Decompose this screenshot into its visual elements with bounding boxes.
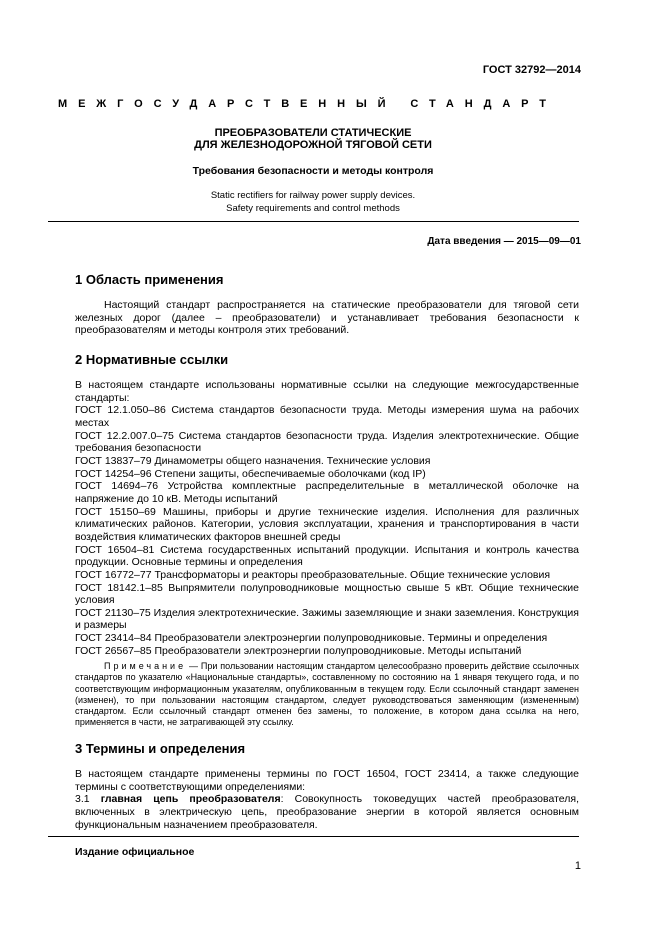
reference-item: ГОСТ 23414–84 Преобразователи электроэнергии полупроводниковые. Термины и определения	[75, 632, 548, 645]
reference-item: ГОСТ 14254–96 Степени защиты, обеспечиваемые оболочками (код IP)	[75, 467, 426, 480]
section-1-heading: 1 Область применения	[75, 272, 224, 287]
document-subtitle: Требования безопасности и методы контроля	[192, 165, 434, 177]
edition-label: Издание официальное	[75, 846, 195, 858]
section-2-heading: 2 Нормативные ссылки	[75, 352, 229, 367]
section-3-heading: 3 Термины и определения	[75, 741, 246, 756]
reference-item: ГОСТ 26567–85 Преобразователи электроэнергии полупроводниковые. Методы испытаний	[75, 644, 522, 657]
english-title-line-2: Safety requirements and control methods	[226, 203, 400, 214]
reference-item: ГОСТ 15150–69 Машины, приборы и другие технические изделия. Исполнения для различных климатических районов. Категории, условия эксплуатации, хранения и транспортирования в части воздействия климатических факторов внешней среды	[75, 505, 579, 543]
reference-item: ГОСТ 16504–81 Система государственных испытаний продукции. Испытания и контроль качества продукции. Основные термины и определения	[75, 543, 579, 569]
title-line-1: ПРЕОБРАЗОВАТЕЛИ СТАТИЧЕСКИЕ	[214, 127, 412, 139]
reference-item: ГОСТ 16772–77 Трансформаторы и реакторы преобразовательные. Общие технические условия	[75, 568, 551, 581]
reference-item: ГОСТ 12.1.050–86 Система стандартов безопасности труда. Методы измерения шума на рабочих местах	[75, 404, 579, 429]
standard-type-banner: МЕЖГОСУДАРСТВЕННЫЙ СТАНДАРТ	[58, 98, 557, 110]
header-divider	[48, 221, 579, 222]
section-3-body	[75, 768, 579, 831]
reference-item: ГОСТ 18142.1–85 Выпрямители полупроводниковые мощностью свыше 5 кВт. Общие технические условия	[75, 581, 579, 607]
document-title	[48, 127, 578, 151]
term-3-1	[75, 793, 579, 831]
section-1-text: Настоящий стандарт распространяется на статические преобразователи для тяговой сети железных дорог (далее – преобразователи) и устанавливает требования безопасности к преобразователям и методы контроля этих требований.	[75, 299, 579, 337]
reference-note	[75, 661, 579, 729]
term-number: 3.1	[75, 793, 90, 806]
section-2-intro: В настоящем стандарте использованы нормативные ссылки на следующие межгосударственные стандарты:	[75, 379, 579, 404]
title-line-2: ДЛЯ ЖЕЛЕЗНОДОРОЖНОЙ ТЯГОВОЙ СЕТИ	[194, 139, 432, 151]
reference-item: ГОСТ 21130–75 Изделия электротехнические. Зажимы заземляющие и знаки заземления. Конструкция и размеры	[75, 606, 579, 632]
english-title-line-1: Static rectifiers for railway power supply devices.	[210, 190, 416, 201]
note-text: — При пользовании настоящим стандартом целесообразно проверить действие ссылочных стандартов по указателю «Национальные стандарты», составленному по состоянию на 1 января текущего года, и по соответствующим информационным указателям, опубликованным в текущем году. Если ссылочный стандарт заменен (изменен), то при пользовании настоящим стандартом, следует руководствоваться заменяющим (измененным) стандартом. Если ссылочный стандарт отменен без замены, то положение, в котором дана ссылка на него, применяется в части, не затрагивающей эту ссылку.	[75, 661, 579, 728]
english-title	[48, 189, 578, 215]
footer-divider	[48, 836, 579, 837]
reference-item: ГОСТ 14694–76 Устройства комплектные распределительные в металлической оболочке на напряжение до 10 кВ. Методы испытаний	[75, 480, 579, 505]
document-number: ГОСТ 32792—2014	[482, 64, 581, 76]
note-label: Примечание	[104, 661, 187, 671]
page-number: 1	[574, 860, 581, 872]
term-name: главная цепь преобразователя	[100, 793, 281, 806]
section-3-intro: В настоящем стандарте применены термины по ГОСТ 16504, ГОСТ 23414, а также следующие термины с соответствующими определениями:	[75, 768, 579, 793]
section-2-body	[75, 379, 579, 657]
reference-item: ГОСТ 12.2.007.0–75 Система стандартов безопасности труда. Изделия электротехнические. Общие требования безопасности	[75, 429, 579, 455]
introduction-date: Дата введения — 2015—09—01	[427, 236, 581, 247]
term-definition: : Совокупность токоведущих частей преобразователя, включенных в электрическую цепь, преобразование энергии в которой является основным функциональным назначением преобразователя.	[75, 793, 579, 831]
reference-item: ГОСТ 13837–79 Динамометры общего назначения. Технические условия	[75, 454, 431, 467]
